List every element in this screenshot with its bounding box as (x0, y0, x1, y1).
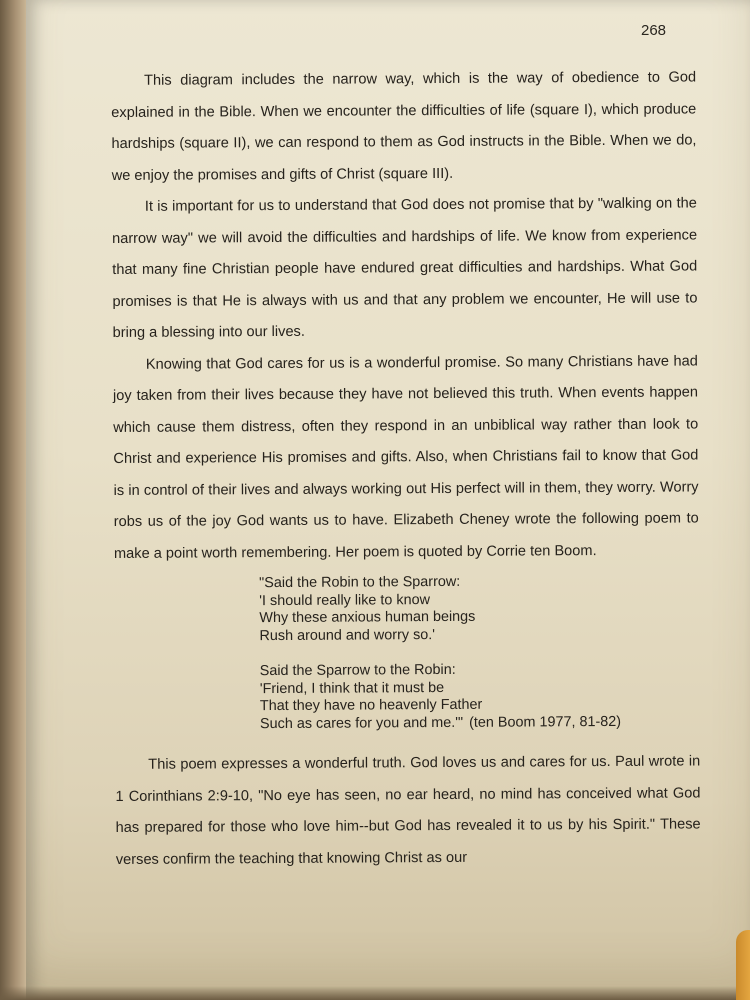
poem-line: "Said the Robin to the Sparrow: (259, 573, 461, 592)
poem-stanza-1 (259, 572, 699, 645)
page-bottom-shadow (0, 986, 750, 1000)
paragraph-narrow-way: This diagram includes the narrow way, which is the way of obedience to God explained in the Bible. When we encounter the difficulties of life (square I), which produce hardships (square II), we can respond to them as God instructs in the Bible. When we do, we enjoy the promises and gifts of Christ (square III). (111, 69, 697, 184)
paragraph-difficulties: It is important for us to understand that God does not promise that by "walking on the narrow way" we will avoid the difficulties and hardships of life. We know from experience that many fine Christian people have endured great difficulties and hardships. What God promises is that He is always with us and that any problem we encounter, He will use to bring a blessing into our lives. (112, 195, 698, 341)
poem-line: Rush around and worry so.' (259, 626, 436, 644)
poem-line: 'Friend, I think that it must be (259, 679, 445, 697)
poem-stanza-2 (260, 660, 700, 733)
poem-line: Why these anxious human beings (259, 608, 476, 627)
book-binding-edge (0, 0, 26, 1000)
poem (259, 572, 700, 733)
poem-line: 'I should really like to know (259, 591, 431, 609)
book-page (26, 0, 750, 1000)
poem-citation: (ten Boom 1977, 81-82) (468, 713, 622, 731)
poem-line: That they have no heavenly Father (259, 696, 483, 715)
page-body (111, 62, 701, 876)
poem-line-last (260, 713, 700, 733)
page-corner-tab (736, 930, 750, 1000)
poem-line: Said the Sparrow to the Robin: (259, 661, 456, 680)
page-number: 268 (641, 22, 667, 39)
paragraph-closing: This poem expresses a wonderful truth. God loves us and cares for us. Paul wrote in 1 Corinthians 2:9-10, "No eye has seen, no ear heard, no mind has conceived what God has prepared for those who love him--but God has revealed it to us by his Spirit." These verses confirm the teaching that knowing Christ as our (115, 753, 701, 868)
poem-line-text: Such as cares for you and me.'" (259, 714, 464, 732)
paragraph-god-cares: Knowing that God cares for us is a wonderful promise. So many Christians have had joy taken from their lives because they have not believed this truth. When events happen which cause them distress, often they respond in an unbiblical way rather than look to Christ and experience His promises and gifts. Also, when Christians fail to know that God is in control of their lives and always working out His perfect will in them, they worry. Worry robs us of the joy God wants us to have. Elizabeth Cheney wrote the following poem to make a point worth remembering. Her poem is quoted by Corrie ten Boom. (112, 352, 699, 562)
